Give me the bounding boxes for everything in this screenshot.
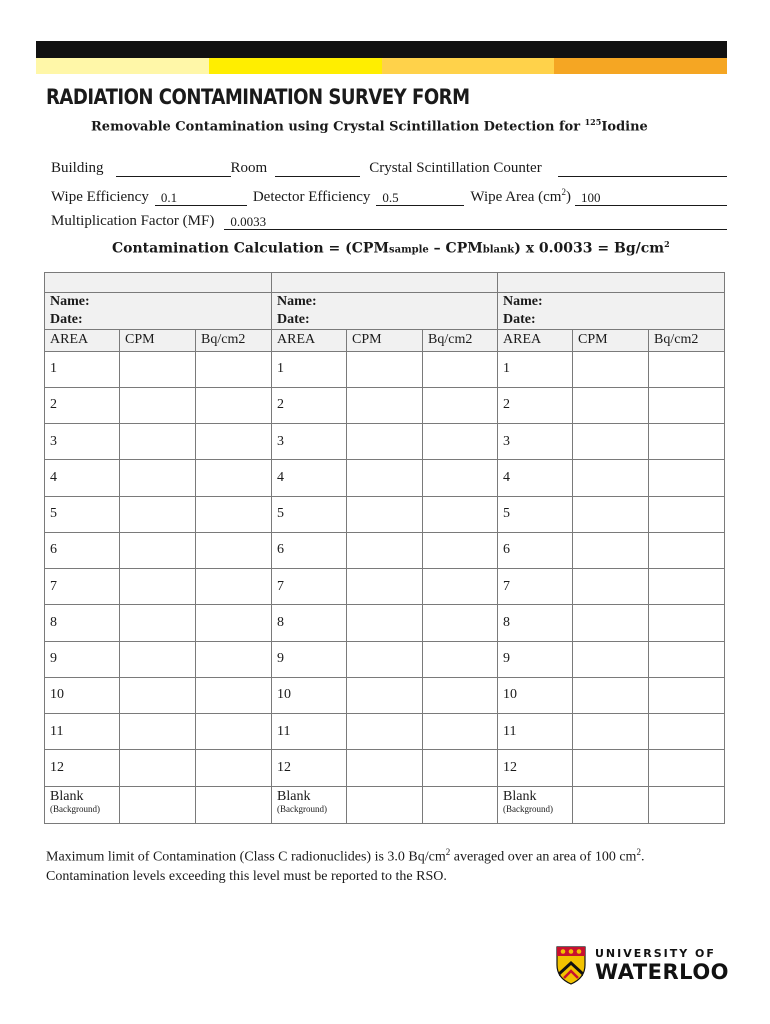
group-1-top <box>45 273 272 293</box>
header-black-bar <box>36 41 727 58</box>
area-number-cell: 8 <box>45 605 120 641</box>
group-2-top <box>272 273 498 293</box>
bq-input-cell[interactable] <box>196 351 272 387</box>
cpm-input-cell[interactable] <box>347 351 423 387</box>
wipe-efficiency-label: Wipe Efficiency <box>51 189 149 205</box>
cpm-input-cell[interactable] <box>120 605 196 641</box>
name-label: Name: <box>277 294 317 310</box>
field-row-mf <box>51 213 727 230</box>
table-row <box>45 424 725 460</box>
bq-input-cell[interactable] <box>649 605 725 641</box>
cpm-input-cell[interactable] <box>120 677 196 713</box>
cpm-input-cell[interactable] <box>573 569 649 605</box>
bq-input-cell[interactable] <box>649 532 725 568</box>
table-row <box>45 351 725 387</box>
area-number-cell: 11 <box>498 714 573 750</box>
building-label: Building <box>51 160 104 176</box>
col-cpm-header: CPM <box>573 330 649 351</box>
bq-input-cell[interactable] <box>423 677 498 713</box>
bq-input-cell[interactable] <box>196 786 272 823</box>
col-cpm-header: CPM <box>120 330 196 351</box>
date-label: Date: <box>50 312 83 328</box>
blank-label: Blank <box>503 788 537 804</box>
bq-input-cell[interactable] <box>423 641 498 677</box>
logo-waterloo: WATERLOO <box>595 959 730 984</box>
mf-field[interactable]: 0.0033 <box>224 214 727 230</box>
bq-input-cell[interactable] <box>423 387 498 423</box>
logo-wordmark <box>595 947 729 984</box>
area-number-cell: 6 <box>45 532 120 568</box>
bq-input-cell[interactable] <box>196 677 272 713</box>
bq-input-cell[interactable] <box>649 387 725 423</box>
table-row <box>45 532 725 568</box>
cpm-input-cell[interactable] <box>120 460 196 496</box>
col-bq-header: Bq/cm2 <box>649 330 725 351</box>
form-subtitle: Removable Contamination using Crystal Scintillation Detection for $^{125}$Iodine <box>91 117 648 135</box>
bq-input-cell[interactable] <box>196 460 272 496</box>
area-number-cell: 10 <box>272 677 347 713</box>
col-area-header: AREA <box>272 330 347 351</box>
background-label: (Background) <box>503 803 553 814</box>
bq-input-cell[interactable] <box>649 460 725 496</box>
cpm-input-cell[interactable] <box>347 786 423 823</box>
area-number-cell: 8 <box>272 605 347 641</box>
area-number-cell: 4 <box>498 460 573 496</box>
cpm-input-cell[interactable] <box>347 641 423 677</box>
table-row <box>45 387 725 423</box>
wipe-area-field[interactable]: 100 <box>575 190 727 206</box>
area-number-cell: 7 <box>498 569 573 605</box>
blank-label-cell <box>498 786 573 823</box>
cpm-input-cell[interactable] <box>347 532 423 568</box>
stripe-2 <box>209 58 382 74</box>
detector-efficiency-label: Detector Efficiency <box>252 189 371 205</box>
date-label: Date: <box>503 312 536 328</box>
name-label: Name: <box>50 294 90 310</box>
university-logo <box>555 945 729 985</box>
bq-input-cell[interactable] <box>649 750 725 786</box>
building-field[interactable] <box>116 161 231 177</box>
blank-label-cell <box>45 786 120 823</box>
bq-input-cell[interactable] <box>196 605 272 641</box>
cpm-input-cell[interactable] <box>347 424 423 460</box>
cpm-input-cell[interactable] <box>573 605 649 641</box>
survey-top-row <box>45 273 725 293</box>
bq-input-cell[interactable] <box>423 496 498 532</box>
bq-input-cell[interactable] <box>649 424 725 460</box>
background-label: (Background) <box>277 803 327 814</box>
cpm-input-cell[interactable] <box>120 351 196 387</box>
area-number-cell: 2 <box>498 387 573 423</box>
area-number-cell: 9 <box>498 641 573 677</box>
area-number-cell: 12 <box>45 750 120 786</box>
bq-input-cell[interactable] <box>196 496 272 532</box>
cpm-input-cell[interactable] <box>120 750 196 786</box>
bq-input-cell[interactable] <box>196 714 272 750</box>
blank-label: Blank <box>50 788 84 804</box>
room-field[interactable] <box>275 161 360 177</box>
cpm-input-cell[interactable] <box>573 351 649 387</box>
cpm-input-cell[interactable] <box>573 496 649 532</box>
group-3-name-date[interactable] <box>498 293 725 330</box>
bq-input-cell[interactable] <box>649 569 725 605</box>
table-row <box>45 605 725 641</box>
detector-efficiency-field[interactable]: 0.5 <box>376 190 464 206</box>
area-number-cell: 3 <box>498 424 573 460</box>
bq-input-cell[interactable] <box>196 569 272 605</box>
area-number-cell: 10 <box>45 677 120 713</box>
table-row <box>45 714 725 750</box>
table-row <box>45 496 725 532</box>
stripe-4 <box>554 58 727 74</box>
area-number-cell: 11 <box>272 714 347 750</box>
cpm-input-cell[interactable] <box>120 569 196 605</box>
bq-input-cell[interactable] <box>423 424 498 460</box>
form-title: RADIATION CONTAMINATION SURVEY FORM <box>46 85 470 109</box>
table-row <box>45 750 725 786</box>
cpm-input-cell[interactable] <box>573 641 649 677</box>
bq-input-cell[interactable] <box>196 750 272 786</box>
wipe-area-label: Wipe Area $(cm^2)$ <box>470 187 571 205</box>
cpm-input-cell[interactable] <box>573 460 649 496</box>
cpm-input-cell[interactable] <box>120 714 196 750</box>
cpm-input-cell[interactable] <box>120 641 196 677</box>
bq-input-cell[interactable] <box>423 786 498 823</box>
group-2-name-date[interactable] <box>272 293 498 330</box>
area-number-cell: 7 <box>45 569 120 605</box>
header-color-stripes <box>36 58 727 74</box>
cpm-input-cell[interactable] <box>347 677 423 713</box>
group-3-top <box>498 273 725 293</box>
bq-input-cell[interactable] <box>423 460 498 496</box>
bq-input-cell[interactable] <box>649 641 725 677</box>
area-number-cell: 1 <box>272 351 347 387</box>
counter-label: Crystal Scintillation Counter <box>369 160 542 176</box>
stripe-3 <box>382 58 555 74</box>
area-number-cell: 9 <box>45 641 120 677</box>
cpm-input-cell[interactable] <box>120 387 196 423</box>
survey-table <box>44 272 725 824</box>
bq-input-cell[interactable] <box>423 569 498 605</box>
field-row-location <box>51 160 727 177</box>
area-number-cell: 3 <box>45 424 120 460</box>
bq-input-cell[interactable] <box>423 605 498 641</box>
bq-input-cell[interactable] <box>649 714 725 750</box>
cpm-input-cell[interactable] <box>573 786 649 823</box>
survey-header-row <box>45 330 725 351</box>
cpm-input-cell[interactable] <box>573 677 649 713</box>
cpm-input-cell[interactable] <box>120 424 196 460</box>
cpm-input-cell[interactable] <box>347 569 423 605</box>
table-row <box>45 677 725 713</box>
area-number-cell: 5 <box>498 496 573 532</box>
background-label: (Background) <box>50 803 100 814</box>
bq-input-cell[interactable] <box>196 424 272 460</box>
area-number-cell: 5 <box>45 496 120 532</box>
col-bq-header: Bq/cm2 <box>423 330 498 351</box>
cpm-input-cell[interactable] <box>120 496 196 532</box>
counter-field[interactable] <box>558 161 727 177</box>
room-label: Room <box>230 160 268 176</box>
blank-label: Blank <box>277 788 311 804</box>
area-number-cell: 6 <box>272 532 347 568</box>
area-number-cell: 5 <box>272 496 347 532</box>
cpm-input-cell[interactable] <box>120 786 196 823</box>
col-area-header: AREA <box>45 330 120 351</box>
area-number-cell: 4 <box>272 460 347 496</box>
name-label: Name: <box>503 294 543 310</box>
cpm-input-cell[interactable] <box>573 387 649 423</box>
bq-input-cell[interactable] <box>196 641 272 677</box>
wipe-efficiency-field[interactable]: 0.1 <box>155 190 247 206</box>
cpm-input-cell[interactable] <box>573 714 649 750</box>
area-number-cell: 1 <box>498 351 573 387</box>
area-number-cell: 10 <box>498 677 573 713</box>
date-label: Date: <box>277 312 310 328</box>
bq-input-cell[interactable] <box>649 786 725 823</box>
area-number-cell: 11 <box>45 714 120 750</box>
table-row <box>45 641 725 677</box>
logo-university-of: UNIVERSITY OF <box>595 946 716 960</box>
survey-table-body <box>45 273 725 824</box>
area-number-cell: 12 <box>498 750 573 786</box>
area-number-cell: 6 <box>498 532 573 568</box>
table-row <box>45 569 725 605</box>
area-number-cell: 3 <box>272 424 347 460</box>
blank-background-row <box>45 786 725 823</box>
bq-input-cell[interactable] <box>423 714 498 750</box>
area-number-cell: 4 <box>45 460 120 496</box>
cpm-input-cell[interactable] <box>347 460 423 496</box>
cpm-input-cell[interactable] <box>120 532 196 568</box>
col-cpm-header: CPM <box>347 330 423 351</box>
area-number-cell: 2 <box>272 387 347 423</box>
col-bq-header: Bq/cm2 <box>196 330 272 351</box>
cpm-input-cell[interactable] <box>347 387 423 423</box>
bq-input-cell[interactable] <box>649 496 725 532</box>
crest-icon <box>555 945 587 985</box>
area-number-cell: 9 <box>272 641 347 677</box>
bq-input-cell[interactable] <box>423 532 498 568</box>
bq-input-cell[interactable] <box>649 351 725 387</box>
stripe-1 <box>36 58 209 74</box>
cpm-input-cell[interactable] <box>347 714 423 750</box>
group-1-name-date[interactable] <box>45 293 272 330</box>
cpm-input-cell[interactable] <box>347 750 423 786</box>
area-number-cell: 1 <box>45 351 120 387</box>
mf-label: Multiplication Factor (MF) <box>51 213 215 229</box>
col-area-header: AREA <box>498 330 573 351</box>
area-number-cell: 8 <box>498 605 573 641</box>
blank-label-cell <box>272 786 347 823</box>
bq-input-cell[interactable] <box>423 351 498 387</box>
bq-input-cell[interactable] <box>196 387 272 423</box>
contamination-formula: Contamination Calculation = (CPMsample – CPMblank) x $0.0033 = Bg/cm^2$ <box>112 239 670 257</box>
table-row <box>45 460 725 496</box>
cpm-input-cell[interactable] <box>573 750 649 786</box>
area-number-cell: 12 <box>272 750 347 786</box>
cpm-input-cell[interactable] <box>573 532 649 568</box>
contamination-limit-note: Maximum limit of Contamination (Class C radionuclides) is 3.0 $Bq/cm^2$ averaged over an area of 100 $cm^2$. Contamination levels exceeding this level must be reported to the RSO. <box>46 847 645 884</box>
bq-input-cell[interactable] <box>196 532 272 568</box>
cpm-input-cell[interactable] <box>347 605 423 641</box>
area-number-cell: 7 <box>272 569 347 605</box>
area-number-cell: 2 <box>45 387 120 423</box>
bq-input-cell[interactable] <box>423 750 498 786</box>
bq-input-cell[interactable] <box>649 677 725 713</box>
cpm-input-cell[interactable] <box>347 496 423 532</box>
survey-name-date-row <box>45 293 725 330</box>
cpm-input-cell[interactable] <box>573 424 649 460</box>
field-row-efficiency <box>51 187 727 206</box>
